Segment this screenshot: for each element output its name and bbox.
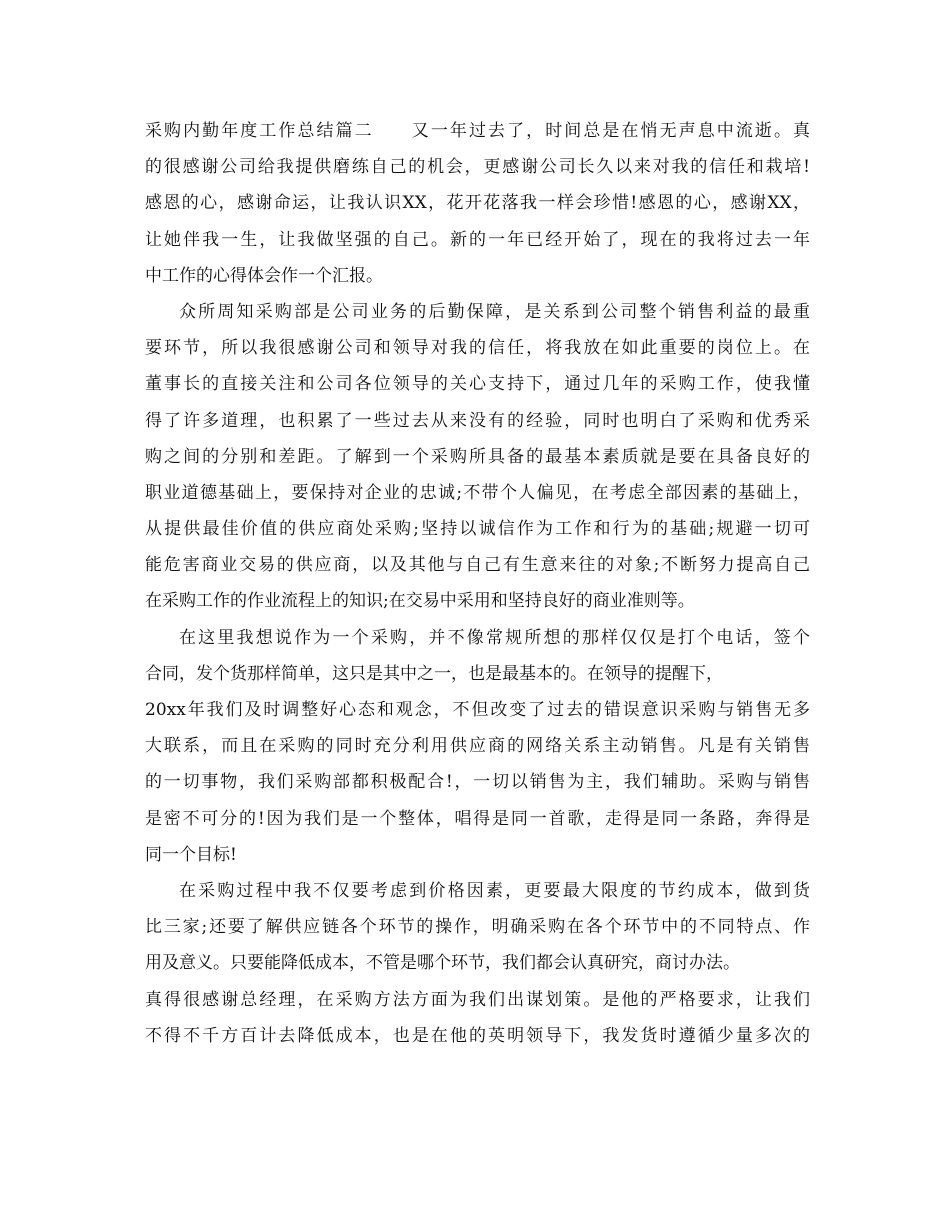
- text-line: 购之间的分别和差距。了解到一个采购所具备的最基本素质就是要在具备良好的: [145, 446, 810, 467]
- text-line: 用及意义。只要能降低成本，不管是哪个环节，我们都会认真研究，商讨办法。: [145, 953, 740, 974]
- text-line: 不得不千方百计去降低成本，也是在他的英明领导下，我发货时遵循少量多次的: [145, 1025, 810, 1046]
- text-line: 大联系，而且在采购的同时充分利用供应商的网络关系主动销售。凡是有关销售: [145, 736, 810, 757]
- text-line: 能危害商业交易的供应商，以及其他与自己有生意来往的对象;不断努力提高自己: [145, 555, 810, 576]
- paragraph-first-line: 在这里我想说作为一个采购，并不像常规所想的那样仅仅是打个电话，签个: [179, 627, 810, 648]
- text-line: 职业道德基础上，要保持对企业的忠诚;不带个人偏见，在考虑全部因素的基础上，: [145, 482, 810, 503]
- text-line: 中工作的心得体会作一个汇报。: [145, 265, 383, 286]
- paragraph-first-line: 众所周知采购部是公司业务的后勤保障，是关系到公司整个销售利益的最重: [179, 301, 810, 322]
- text-line: 的一切事物，我们采购部都积极配合!，一切以销售为主，我们辅助。采购与销售: [145, 772, 810, 793]
- text-line: 从提供最佳价值的供应商处采购;坚持以诚信作为工作和行为的基础;规避一切可: [145, 519, 810, 540]
- text-line: 要环节，所以我很感谢公司和领导对我的信任，将我放在如此重要的岗位上。在: [145, 338, 810, 359]
- document-body: [145, 113, 810, 1054]
- text-line: 董事长的直接关注和公司各位领导的关心支持下，通过几年的采购工作，使我懂: [145, 374, 810, 395]
- text-line-continuation: 又一年过去了，时间总是在悄无声息中流逝。真: [409, 121, 811, 141]
- document-title: 采购内勤年度工作总结篇二: [145, 121, 374, 141]
- text-line: 同一个目标!: [145, 844, 237, 865]
- text-line: 比三家;还要了解供应链各个环节的操作，明确采购在各个环节中的不同特点、作: [145, 917, 810, 938]
- text-line: 是密不可分的!因为我们是一个整体，唱得是同一首歌，走得是同一条路，奔得是: [145, 808, 810, 829]
- text-line: 合同，发个货那样简单，这只是其中之一，也是最基本的。在领导的提醒下，: [145, 663, 723, 684]
- text-line: 感恩的心，感谢命运，让我认识XX，花开花落我一样会珍惜!感恩的心，感谢XX，: [145, 193, 810, 214]
- text-line: 让她伴我一生，让我做坚强的自己。新的一年已经开始了，现在的我将过去一年: [145, 229, 810, 250]
- text-line: 真得很感谢总经理，在采购方法方面为我们出谋划策。是他的严格要求，让我们: [145, 989, 810, 1010]
- text-line: 20xx年我们及时调整好心态和观念，不但改变了过去的错误意识采购与销售无多: [145, 700, 810, 720]
- text-line: 的很感谢公司给我提供磨练自己的机会，更感谢公司长久以来对我的信任和栽培!: [145, 157, 810, 178]
- paragraph-first-line: 在采购过程中我不仅要考虑到价格因素，更要最大限度的节约成本，做到货: [179, 880, 810, 901]
- text-line: 得了许多道理，也积累了一些过去从来没有的经验，同时也明白了采购和优秀采: [145, 410, 810, 431]
- text-line: 在采购工作的作业流程上的知识;在交易中采用和坚持良好的商业准则等。: [145, 591, 695, 612]
- text-line-title: [145, 113, 810, 149]
